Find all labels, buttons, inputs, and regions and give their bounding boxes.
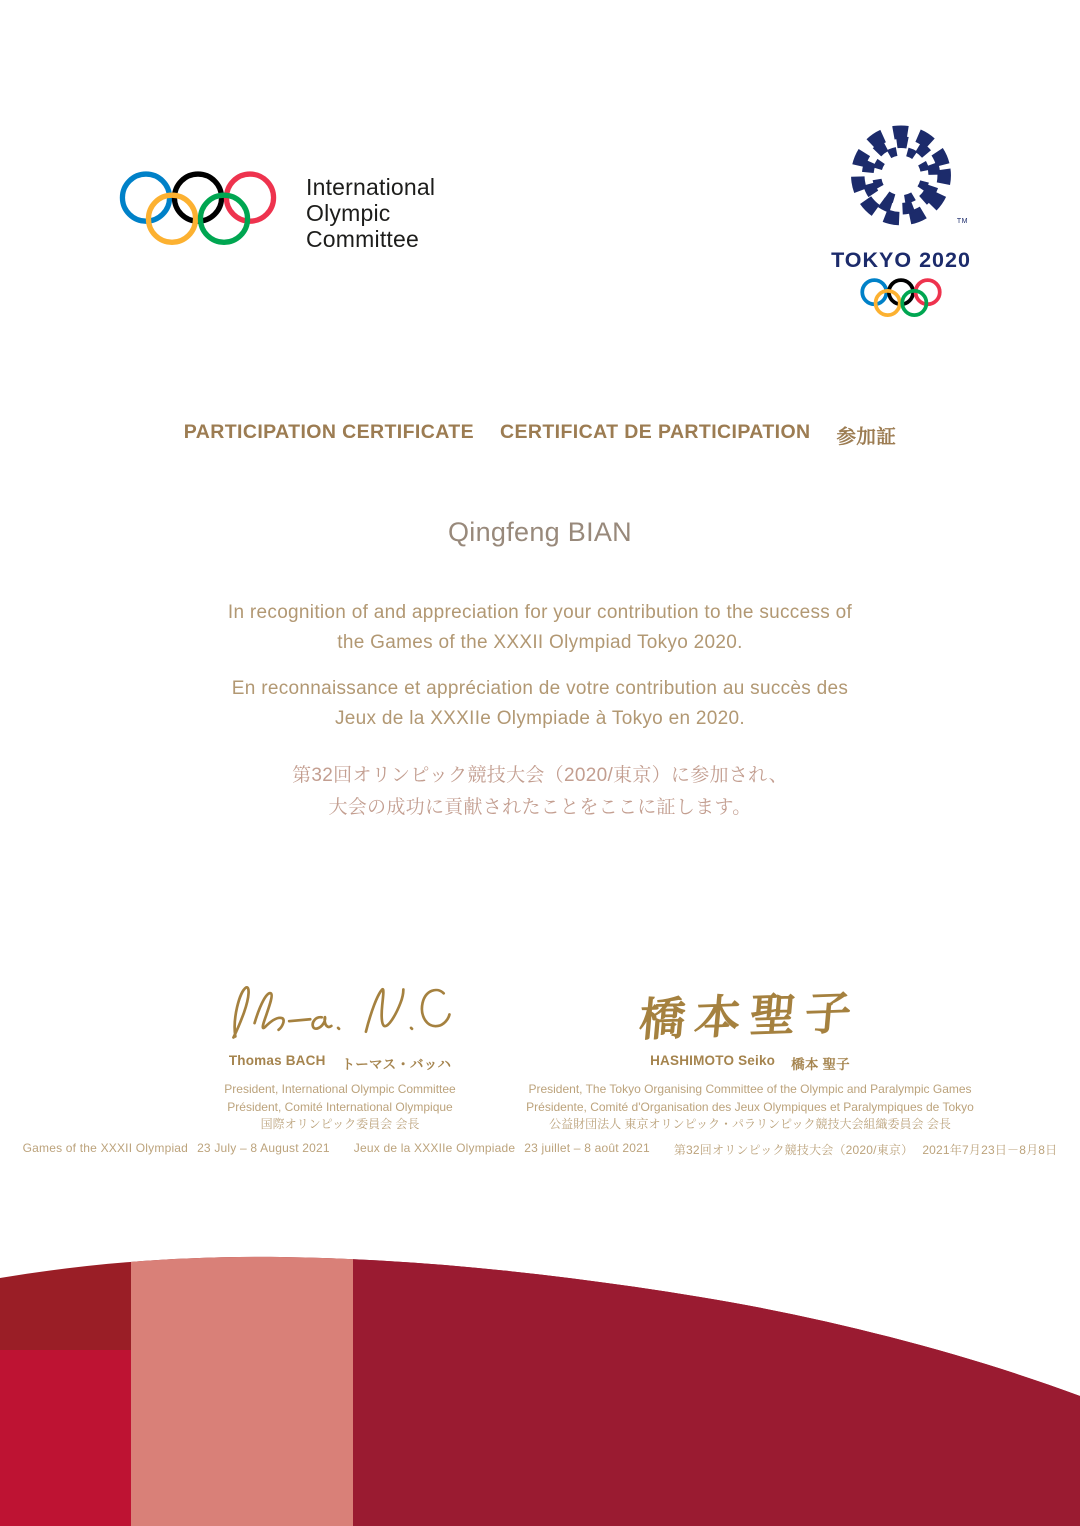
certificate-title-en: PARTICIPATION CERTIFICATE bbox=[183, 421, 474, 443]
ioc-wordmark bbox=[306, 174, 435, 252]
signer-name-bach bbox=[160, 1053, 520, 1073]
games-dates-fr bbox=[354, 1141, 650, 1158]
ioc-wordmark-line2: Olympic bbox=[306, 200, 391, 226]
games-dates-en bbox=[23, 1141, 330, 1158]
body-en-line1: In recognition of and appreciation for your contribution to the success of bbox=[227, 602, 853, 623]
signer-name-hashimoto-jp: 橋本 聖子 bbox=[791, 1057, 850, 1072]
bach-handwritten-signature-icon bbox=[214, 977, 466, 1049]
signer-title-hashimoto-jp: 公益財団法人 東京オリンピック・パラリンピック競技大会組織委員会 会長 bbox=[549, 1117, 951, 1131]
signer-title-bach-en: President, International Olympic Committee bbox=[224, 1082, 456, 1096]
signer-name-hashimoto-latin: HASHIMOTO Seiko bbox=[650, 1053, 776, 1068]
signer-name-bach-jp: トーマス・バッハ bbox=[341, 1057, 452, 1072]
games-dates-fr-label: Jeux de la XXXIIe Olympiade bbox=[353, 1141, 516, 1155]
games-dates-fr-value: 23 juillet – 8 août 2021 bbox=[524, 1141, 650, 1155]
signer-titles-bach bbox=[160, 1081, 520, 1134]
wave-stripe-maroon bbox=[353, 1200, 1080, 1526]
signer-title-hashimoto-fr: Présidente, Comité d'Organisation des Jeux Olympiques et Paralympiques de Tokyo bbox=[526, 1099, 974, 1114]
wave-stripe-crimson bbox=[0, 1350, 131, 1526]
signer-titles-hashimoto bbox=[520, 1081, 980, 1134]
bottom-decorative-wave bbox=[0, 1200, 1080, 1526]
signer-title-bach-fr: Président, Comité International Olympique bbox=[227, 1099, 453, 1114]
recipient-name: Qingfeng BIAN bbox=[447, 517, 632, 547]
games-dates-en-label: Games of the XXXII Olympiad bbox=[22, 1141, 189, 1155]
games-dates-en-value: 23 July – 8 August 2021 bbox=[197, 1141, 330, 1155]
hashimoto-handwritten-signature: 橋本聖子 bbox=[636, 985, 863, 1047]
signer-name-hashimoto bbox=[520, 1053, 980, 1073]
trademark-symbol: TM bbox=[956, 218, 968, 225]
signature-block-bach bbox=[160, 977, 520, 1134]
ioc-logo bbox=[118, 170, 435, 252]
body-jp-line2: 大会の成功に貢献されたことをここに証します。 bbox=[328, 797, 752, 818]
signature-hashimoto-script bbox=[520, 977, 980, 1049]
ioc-wordmark-line3: Committee bbox=[306, 226, 419, 252]
signer-title-hashimoto-en: President, The Tokyo Organising Committee of the Olympic and Paralympic Games bbox=[528, 1082, 972, 1096]
games-dates-jp bbox=[674, 1141, 1058, 1158]
certificate-title bbox=[0, 421, 1080, 449]
tokyo2020-wordmark: TOKYO 2020 bbox=[831, 248, 971, 272]
ioc-wordmark-line1: International bbox=[306, 174, 436, 200]
games-dates-jp-value: 2021年7月23日－8月8日 bbox=[922, 1143, 1058, 1157]
games-dates-line bbox=[0, 1141, 1080, 1158]
olympic-rings-small-icon bbox=[860, 278, 942, 318]
signature-bach-script bbox=[160, 977, 520, 1049]
certificate-title-fr: CERTIFICAT DE PARTICIPATION bbox=[500, 421, 811, 443]
body-fr-line1: En reconnaissance et appréciation de votre contribution au succès des bbox=[231, 678, 849, 699]
tokyo2020-logo-block bbox=[826, 116, 976, 323]
tokyo2020-emblem-wrap bbox=[838, 116, 968, 247]
signature-block-hashimoto bbox=[520, 977, 980, 1134]
wave-stripe-salmon bbox=[131, 1200, 353, 1526]
body-fr-line2: Jeux de la XXXIIe Olympiade à Tokyo en 2020. bbox=[335, 708, 745, 729]
body-jp-line1: 第32回オリンピック競技大会（2020/東京）に参加され、 bbox=[292, 765, 788, 786]
signer-name-bach-latin: Thomas BACH bbox=[228, 1053, 326, 1068]
body-en-line2: the Games of the XXXII Olympiad Tokyo 2020. bbox=[337, 632, 743, 653]
games-dates-jp-label: 第32回オリンピック競技大会（2020/東京） bbox=[673, 1143, 914, 1157]
tokyo2020-checkered-emblem-icon bbox=[838, 116, 964, 242]
olympic-rings-icon bbox=[118, 170, 278, 248]
certificate-body bbox=[0, 598, 1080, 824]
signer-title-bach-jp: 国際オリンピック委員会 会長 bbox=[260, 1117, 420, 1131]
certificate-title-jp: 参加証 bbox=[836, 426, 897, 448]
